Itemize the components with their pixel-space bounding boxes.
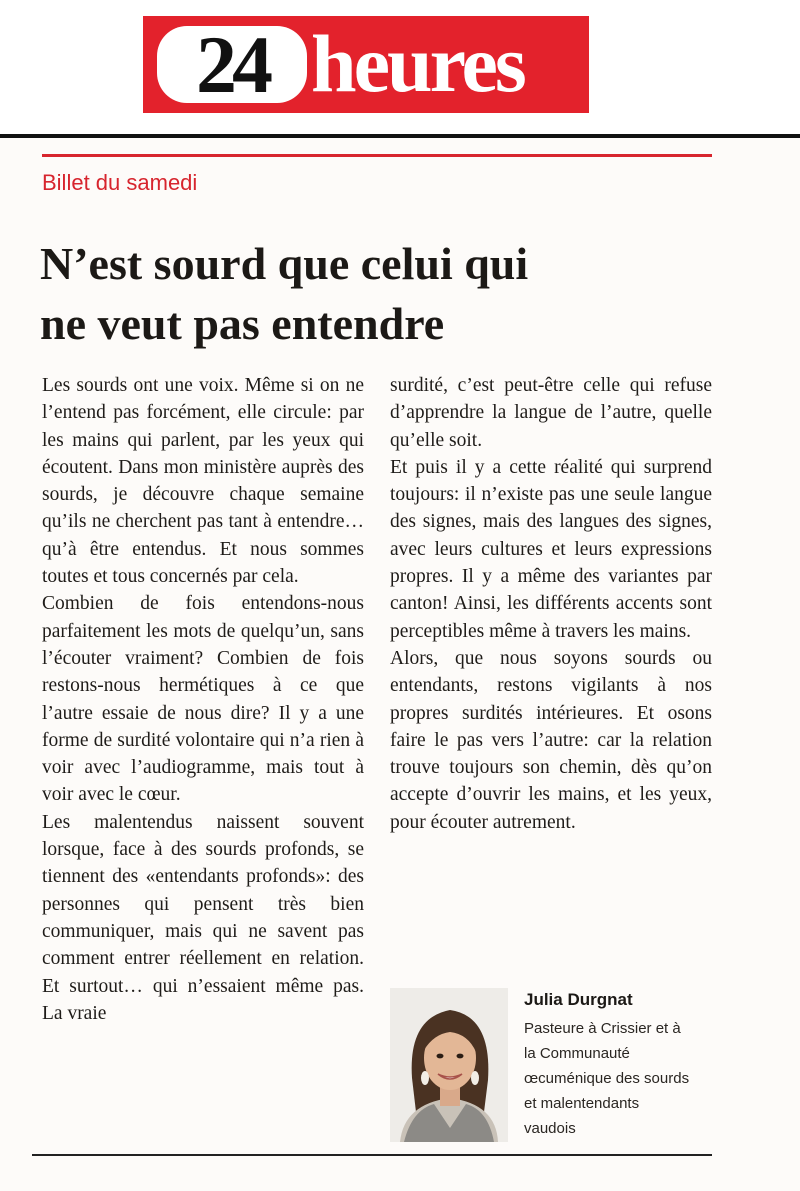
masthead	[0, 0, 800, 140]
article-column-left	[42, 372, 364, 1027]
logo-word: heures	[311, 18, 524, 109]
paragraph: Combien de fois entendons-nous parfaitement les mots de quelqu’un, sans l’écouter vraiment? Combien de fois restons-nous hermétiques à ce que l’autre essaie de nous dire? Il y a une forme de surdité volontaire qui n’a rien à voir avec l’audiogramme, mais tout à voir avec le cœur.	[42, 593, 364, 806]
section-kicker: Billet du samedi	[42, 170, 198, 195]
author-role-line: la Communauté	[524, 1045, 630, 1062]
author-role-line: œcuménique des sourds	[524, 1070, 690, 1087]
author-portrait-icon	[390, 988, 508, 1142]
headline-line: ne veut pas entendre	[40, 298, 445, 349]
author-role-line: Pasteure à Crissier et à	[524, 1020, 681, 1037]
bottom-rule	[32, 1154, 712, 1156]
article-column-right	[390, 372, 712, 836]
headline	[40, 234, 730, 354]
author-role-line: et malentendants	[524, 1095, 640, 1112]
logo-number: 24	[157, 26, 307, 103]
author-name: Julia Durgnat	[524, 990, 633, 1009]
paragraph: Les malentendus naissent souvent lorsque, face à des sourds profonds, se tiennent des «entendants profonds»: des personnes qui pensent très bien communiquer, mais qui ne savent pas comment entrer réellement en relation. Et surtout… qui n’essaient même pas. La vraie	[42, 811, 364, 1024]
author-role	[524, 1016, 724, 1141]
paragraph: Et puis il y a cette réalité qui surprend toujours: il n’existe pas une seule langue des signes, mais des langues des signes, avec leurs cultures et leurs expressions propres. Il y a même des variantes par canton! Ainsi, les différents accents sont perceptibles même à travers les mains.	[390, 456, 712, 642]
kicker-rule	[42, 154, 712, 157]
newspaper-logo	[143, 16, 589, 113]
article-page	[0, 138, 800, 1191]
paragraph: Alors, que nous soyons sourds ou entendants, restons vigilants à nos propres surdités intérieures. Et osons faire le pas vers l’autre: car la relation trouve toujours son chemin, dès qu’on accepte d’ouvrir les mains, et les yeux, pour écouter autrement.	[390, 647, 712, 833]
paragraph: surdité, c’est peut-être celle qui refuse d’apprendre la langue de l’autre, quelle qu’elle soit.	[390, 375, 712, 451]
author-role-line: vaudois	[524, 1120, 576, 1137]
author-photo	[390, 988, 508, 1142]
headline-line: N’est sourd que celui qui	[40, 238, 529, 289]
paragraph: Les sourds ont une voix. Même si on ne l’entend pas forcément, elle circule: par les mains qui parlent, par les yeux qui écoutent. Dans mon ministère auprès des sourds, je découvre chaque semaine qu’ils ne cherchent pas tant à entendre… qu’à être entendus. Et nous sommes toutes et tous concernés par cela.	[42, 375, 364, 588]
